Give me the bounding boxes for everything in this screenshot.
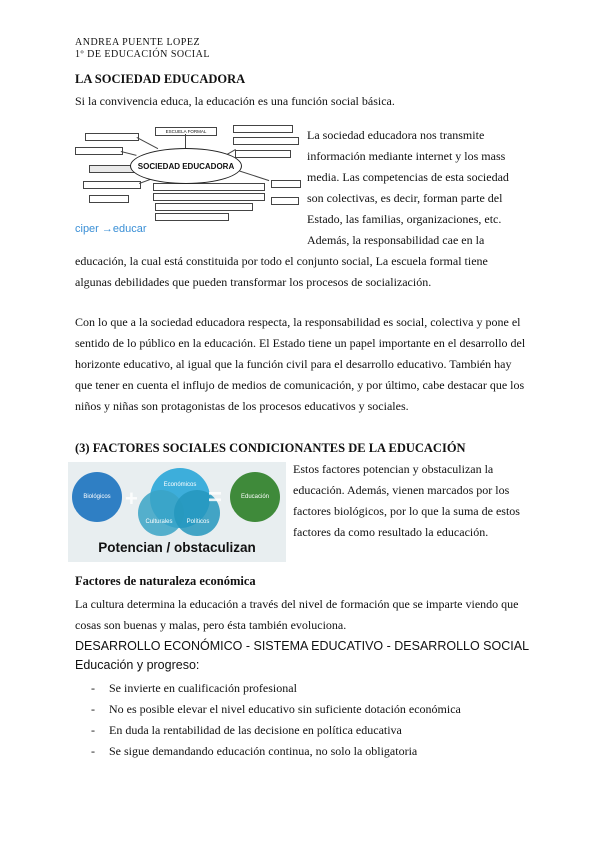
list-item: - No es posible elevar el nivel educativo sin suficiente dotación económica [75,699,535,720]
plus-icon: + [125,486,138,511]
diagram-box [89,195,129,203]
factores-side-text: Estos factores potencian y obstaculizan la educación. Además, vienen marcados por los factores biológicos, por lo que la suma de estos factores da como resultado la educación. [293,462,520,539]
equals-icon: = [208,484,223,511]
section-title-sociedad-educadora: LA SOCIEDAD EDUCADORA [75,72,246,86]
course-name: 1º DE EDUCACIÓN SOCIAL [75,49,210,60]
author-name: ANDREA PUENTE LOPEZ [75,37,201,48]
subsection-title-economica: Factores de naturaleza económica [75,574,256,588]
diagram-box [233,137,299,145]
sociedad-paragraph-2: Con lo que a la sociedad educadora respecta, la responsabilidad es social, colectiva y pone el sentido de lo público en la educación. El Estado tiene un papel importante en el desarrollo del horizonte educativo, al igual que la función civil para el desarrollo educativo. También hay que tener en cuenta el influjo de medios de comunicación, y por último, cabe destacar que los niños y niñas son protagonistas de los procesos educativos y sociales. [75,315,526,413]
label-biologicos: Biológicos [83,494,111,500]
diagram-box [271,197,299,205]
diagram-box [155,213,229,221]
diagram-connector [121,151,137,156]
list-item: - Se sigue demandando educación continua, no solo la obligatoria [75,741,535,762]
intro-sentence: Si la convivencia educa, la educación es una función social básica. [75,94,395,108]
page-header [75,37,210,61]
sociedad-educadora-diagram [75,125,305,237]
diagram-box [83,181,141,189]
diagram-box [271,180,301,188]
diagram-box [233,125,293,133]
diagram-top-box: ESCUELA FORMAL [155,127,217,136]
sociedad-side-text: La sociedad educadora nos transmite información mediante internet y los mass media. Las competencias de esta sociedad son colectivas, es decir, forman parte del Estado, las familias, organizaciones, etc. Además, la responsabilidad cae en la [307,128,509,247]
diagram-center-ellipse: SOCIEDAD EDUCADORA [130,148,242,184]
diagram-box [75,147,123,155]
diagram-box [153,183,265,191]
sociedad-continuation: educación, la cual está constituida por todo el conjunto social, La escuela formal tiene algunas debilidades que pueden transformar los procesos de socialización. [75,254,488,289]
diagram-box [155,203,253,211]
educacion-progreso-label: Educación y progreso: [75,658,200,672]
section-title-factores-sociales: (3) FACTORES SOCIALES CONDICIONANTES DE LA EDUCACIÓN [75,441,466,455]
label-educacion: Educación [240,494,270,500]
list-item: - Se invierte en cualificación profesional [75,678,535,699]
diagram-connector [185,134,186,148]
economica-paragraph: La cultura determina la educación a través del nivel de formación que se imparte viendo que cosas son buenas y malas, pero ésta también evoluciona. [75,597,519,632]
diagram-caption: ciper →educar [75,223,147,235]
diagram-box [153,193,265,201]
diagram-caption-potencian: Potencian / obstaculizan [98,540,256,555]
factores-diagram [68,462,286,562]
progreso-bullet-list [75,678,535,762]
diagram-connector [137,137,159,149]
label-politicos: Políticos [186,519,210,525]
label-culturales: Culturales [145,519,173,525]
label-economicos: Económicos [163,482,197,488]
arrow-right-icon: → [101,223,113,235]
list-item: - En duda la rentabilidad de las decisione en política educativa [75,720,535,741]
diagram-box [85,133,139,141]
diagram-box [235,150,291,158]
desarrollo-caps-line: DESARROLLO ECONÓMICO - SISTEMA EDUCATIVO - DESARROLLO SOCIAL [75,639,530,653]
